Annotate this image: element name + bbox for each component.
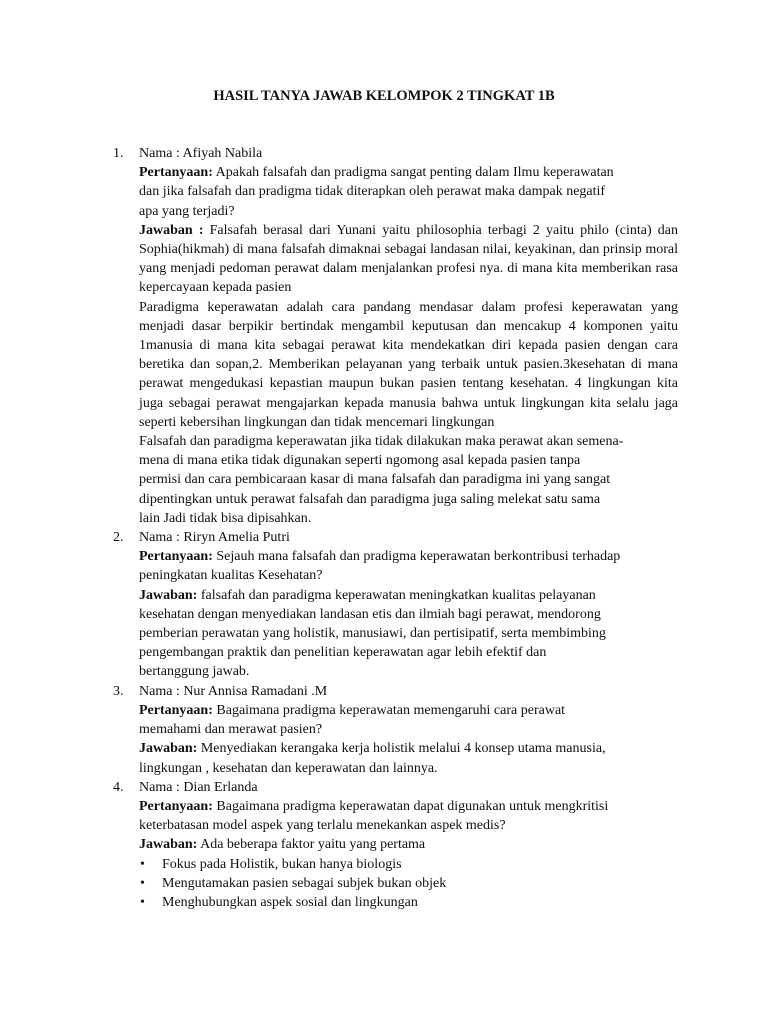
- answer-line: [139, 835, 678, 854]
- answer-text: pemberian perawatan yang holistik, manusiawi, dan pertisipatif, serta membimbing: [139, 626, 606, 642]
- question-text: Bagaimana pradigma keperawatan dapat digunakan untuk mengkritisi: [212, 798, 609, 814]
- question-text: peningkatan kualitas Kesehatan?: [139, 568, 323, 584]
- bullet-icon: •: [140, 894, 145, 910]
- answer-text: mena di mana etika tidak digunakan seperti ngomong asal kepada pasien tanpa: [139, 453, 581, 469]
- answer-text: lingkungan , kesehatan dan keperawatan dan lainnya.: [139, 760, 438, 776]
- answer-text: dipentingkan untuk perawat falsafah dan paradigma juga saling melekat satu sama: [139, 491, 601, 507]
- qa-entry-2: [113, 528, 678, 682]
- bullet-item: [139, 874, 678, 893]
- entry-name: Nama : Nur Annisa Ramadani .M: [139, 683, 328, 699]
- question-text: keterbatasan model aspek yang terlalu menekankan aspek medis?: [139, 818, 506, 834]
- answer-label: Jawaban:: [139, 741, 198, 757]
- entry-name: Nama : Dian Erlanda: [139, 779, 258, 795]
- bullet-list: [139, 855, 678, 913]
- bullet-item: [139, 855, 678, 874]
- entry-name: Nama : Riryn Amelia Putri: [139, 530, 290, 546]
- bullet-icon: •: [140, 856, 145, 872]
- question-label: Pertanyaan:: [139, 702, 213, 718]
- answer-text: pengembangan praktik dan penelitian keperawatan agar lebih efektif dan: [139, 645, 547, 661]
- answer-paragraph: Paradigma keperawatan adalah cara pandang mendasar dalam profesi keperawatan yang menjadi dasar berpikir bertindak mengambil keputusan dan mencakup 4 komponen yaitu 1manusia di mana kita sebagai perawat kita mendekatkan diri kepada pasien dengan cara beretika dan sopan,2. Memberikan pelayanan yang terbaik untuk pasien.3kesehatan di mana perawat mengedukasi kepastian maupun bukan pasien tentang kesehatan. 4 lingkungan kita juga sebagai perawat mengajarkan kepada manusia bahwa untuk lingkungan kita selalu jaga seperti kebersihan lingkungan dan tidak mencemari lingkungan: [139, 299, 678, 430]
- answer-text: Ada beberapa faktor yaitu yang pertama: [197, 837, 426, 853]
- entry-number: 2.: [113, 530, 124, 546]
- question-line: [139, 701, 678, 720]
- question-text: Sejauh mana falsafah dan pradigma keperawatan berkontribusi terhadap: [212, 549, 621, 565]
- entry-name: Nama : Afiyah Nabila: [139, 146, 263, 161]
- answer-label: Jawaban :: [139, 222, 204, 238]
- answer-text: bertanggung jawab.: [139, 664, 250, 680]
- answer-label: Jawaban:: [139, 837, 198, 853]
- answer-text: Menyediakan kerangaka kerja holistik melalui 4 konsep utama manusia,: [197, 741, 606, 757]
- bullet-text: Fokus pada Holistik, bukan hanya biologis: [162, 856, 402, 872]
- answer-text: kesehatan dengan menyediakan landasan etis dan ilmiah bagi perawat, mendorong: [139, 606, 601, 622]
- entry-number: 3.: [113, 683, 124, 699]
- bullet-icon: •: [140, 875, 145, 891]
- question-label: Pertanyaan:: [139, 165, 213, 181]
- question-line: [139, 797, 678, 816]
- bullet-text: Menghubungkan aspek sosial dan lingkungan: [162, 894, 418, 910]
- answer-text: Falsafah dan paradigma keperawatan jika tidak dilakukan maka perawat akan semena-: [139, 434, 624, 450]
- qa-entry-3: [113, 682, 678, 778]
- answer-text: Falsafah berasal dari Yunani yaitu philosophia terbagi 2 yaitu philo (cinta) dan Sophia(hikmah) di mana falsafah dimaknai sebagai landasan nilai, keyakinan, dan prinsip moral yang menjadi pedoman perawat dalam menjalankan profesi nya. di mana kita memberikan rasa kepercayaan kepada pasien: [139, 222, 678, 296]
- answer-line: [139, 739, 678, 758]
- bullet-item: [139, 893, 678, 912]
- question-line: [139, 547, 678, 566]
- question-label: Pertanyaan:: [139, 549, 213, 565]
- entry-number: 4.: [113, 779, 124, 795]
- question-text: Bagaimana pradigma keperawatan memengaruhi cara perawat: [212, 702, 566, 718]
- answer-paragraph: [139, 221, 678, 298]
- entry-number: 1.: [113, 146, 124, 161]
- qa-entry-4: [113, 778, 678, 912]
- answer-text: falsafah dan paradigma keperawatan meningkatkan kualitas pelayanan: [197, 587, 596, 603]
- question-text: Apakah falsafah dan pradigma sangat penting dalam Ilmu keperawatan: [212, 165, 614, 181]
- question-line: [139, 163, 678, 182]
- answer-text: lain Jadi tidak bisa dipisahkan.: [139, 510, 312, 526]
- answer-label: Jawaban:: [139, 587, 198, 603]
- question-text: dan jika falsafah dan pradigma tidak diterapkan oleh perawat maka dampak negatif: [139, 184, 606, 200]
- answer-line: [139, 586, 678, 605]
- document-title: HASIL TANYA JAWAB KELOMPOK 2 TINGKAT 1B: [213, 88, 555, 104]
- question-label: Pertanyaan:: [139, 798, 213, 814]
- question-text: apa yang terjadi?: [139, 203, 235, 219]
- question-text: memahami dan merawat pasien?: [139, 722, 323, 738]
- qa-entry-1: [113, 144, 678, 528]
- qa-list: [113, 144, 678, 912]
- answer-text: permisi dan cara pembicaraan kasar di mana falsafah dan paradigma ini yang sangat: [139, 472, 611, 488]
- bullet-text: Mengutamakan pasien sebagai subjek bukan objek: [162, 875, 447, 891]
